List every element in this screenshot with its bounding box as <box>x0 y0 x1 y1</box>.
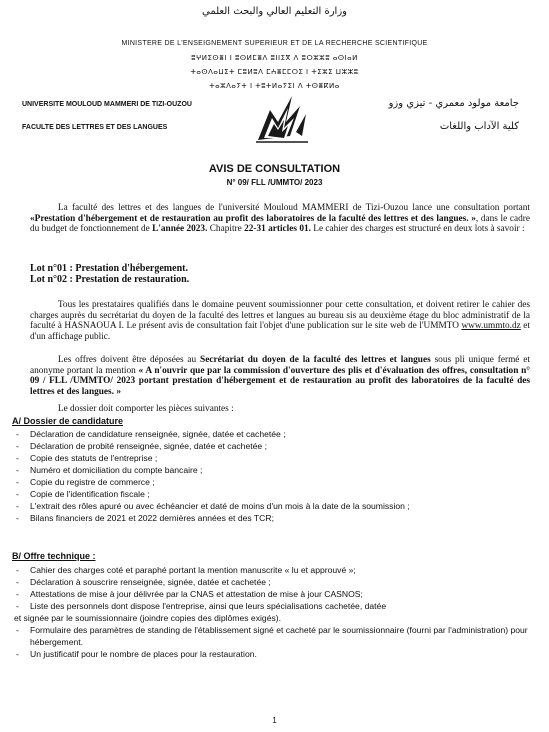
eligibility-paragraph: Tous les prestataires qualifiés dans le domaine peuvent soumissionner pour cette consultation, et doivent retirer le cahier des charges auprès du secrétariat du doyen de la faculté des lettres et langues au bureau sis au deuxième étage du bloc administratif de la faculté à HASNAOUA I. Le présent avis de consultation fait l'objet d'une publication sur le site web de l'UMMTO www.ummto.dz et d'un affichage public. <box>30 300 530 342</box>
section-a-list <box>12 428 532 524</box>
lot-2: Lot n°02 : Prestation de restauration. <box>30 274 190 285</box>
section-a-title: A/ Dossier de candidature <box>12 416 124 426</box>
arabic-ministry-title: وزارة التعليم العالي والبحث العلمي <box>202 6 347 17</box>
notice-number: N° 09/ FLL /UMMTO/ 2023 <box>226 178 323 187</box>
university-name: UNIVERSITE MOULOUD MAMMERI DE TIZI-OUZOU <box>22 101 192 108</box>
list-item: - Cahier des charges coté et paraphé portant la mention manuscrite « lu et approuvé »; <box>12 564 532 576</box>
submission-paragraph: Les offres doivent être déposées au Secrétariat du doyen de la faculté des lettres et langues sous pli unique fermé et anonyme portant la mention « A n'ouvrir que par la commission d'ouverture des plis et d'évaluation des offres, consultation n° 09 / FLL /UMMTO/ 2023 portant prestation d'hébergement et de restauration au profit des laboratoires de la faculté des lettres et des langues. » <box>30 355 530 397</box>
faculty-name: FACULTE DES LETTRES ET DES LANGUES <box>22 124 168 131</box>
list-item: - Déclaration de probité renseignée, signée, datée et cachetée ; <box>12 440 532 452</box>
list-item: - Bilans financiers de 2021 et 2022 dernières années et des TCR; <box>12 512 532 524</box>
list-item-continuation: et signée par le soumissionnaire (joindre copies des diplômes exigés). <box>14 613 282 623</box>
lot-1: Lot n°01 : Prestation d'hébergement. <box>30 263 188 274</box>
section-b-title: B/ Offre technique : <box>12 551 96 561</box>
tifinagh-line-2: ⵜⴰⵙⴷⴰⵡⵉⵜ ⵎⵓⵍⵓⴷ ⵎⵄⴻⵎⵎⵔⵉ ⵏ ⵜⵉⵣⵉ ⵡⵣⵣⵓ <box>190 68 359 76</box>
list-item: - Numéro et domiciliation du compte bancaire ; <box>12 464 532 476</box>
list-item: - Attestations de mise à jour délivrée par la CNAS et attestation de mise à jour CASNOS; <box>12 588 532 600</box>
list-item: - Copie du registre de commerce ; <box>12 476 532 488</box>
list-item: - Copie des statuts de l'entreprise ; <box>12 452 532 464</box>
tifinagh-line-3: ⵜⴰⵣⴷⴰⵢⵜ ⵏ ⵜⵓⵜⵍⴰⵢⵉⵏ ⴷ ⵜⵙⴻⴽⵍⴰ <box>209 82 340 90</box>
university-logo <box>252 92 312 146</box>
list-item: - Copie de l'identification fiscale ; <box>12 488 532 500</box>
page-number: 1 <box>272 716 277 725</box>
list-item: - L'extrait des rôles apuré ou avec échéancier et daté de moins d'un mois à la date de la soumission ; <box>12 500 532 512</box>
list-item: - Formulaire des paramètres de standing de l'établissement signé et cacheté par le soumissionnaire (fourni par l'administration) pour hébergement. <box>12 624 532 648</box>
list-item: - Un justificatif pour le nombre de places pour la restauration. <box>12 648 532 660</box>
lots-list <box>30 263 189 285</box>
ministry-title: MINISTERE DE L'ENSEIGNEMENT SUPERIEUR ET DE LA RECHERCHE SCIENTIFIQUE <box>121 40 428 47</box>
list-item: - Liste des personnels dont dispose l'entreprise, ainsi que leurs spécialisations cachetée, datée <box>12 600 532 612</box>
list-item: - Déclaration à souscrire renseignée, signée, datée et cachetée ; <box>12 576 532 588</box>
university-name-arabic: جامعة مولود معمري - تيزي وزو <box>388 98 519 109</box>
website-link[interactable]: www.ummto.dz <box>461 321 521 332</box>
intro-paragraph: La faculté des lettres et des langues de l'université Mouloud MAMMERI de Tizi-Ouzou lance une consultation portant «Prestation d'hébergement et de restauration au profit des laboratoires de la faculté des lettres et des langues. », dans le cadre du budget de fonctionnement de L'année 2023. Chapitre 22-31 articles 01. Le cahier des charges est structuré en deux lots à savoir : <box>30 203 530 235</box>
faculty-name-arabic: كلية الآداب واللغات <box>439 121 519 132</box>
section-b-list <box>12 564 532 660</box>
tifinagh-line-1: ⵓⵖⵍⵉⵙⴻⵏ ⵏ ⵓⵙⵍⵎⴻⴷ ⵓⵏⵏⵉⴳ ⴷ ⵓⵔⵣⵣⵓ ⴰⵙⵏⴰⵍ <box>191 54 358 62</box>
dossier-intro: Le dossier doit comporter les pièces suivantes : <box>57 404 234 414</box>
list-item: - Déclaration de candidature renseignée, signée, datée et cachetée ; <box>12 428 532 440</box>
notice-title: AVIS DE CONSULTATION <box>208 163 341 175</box>
